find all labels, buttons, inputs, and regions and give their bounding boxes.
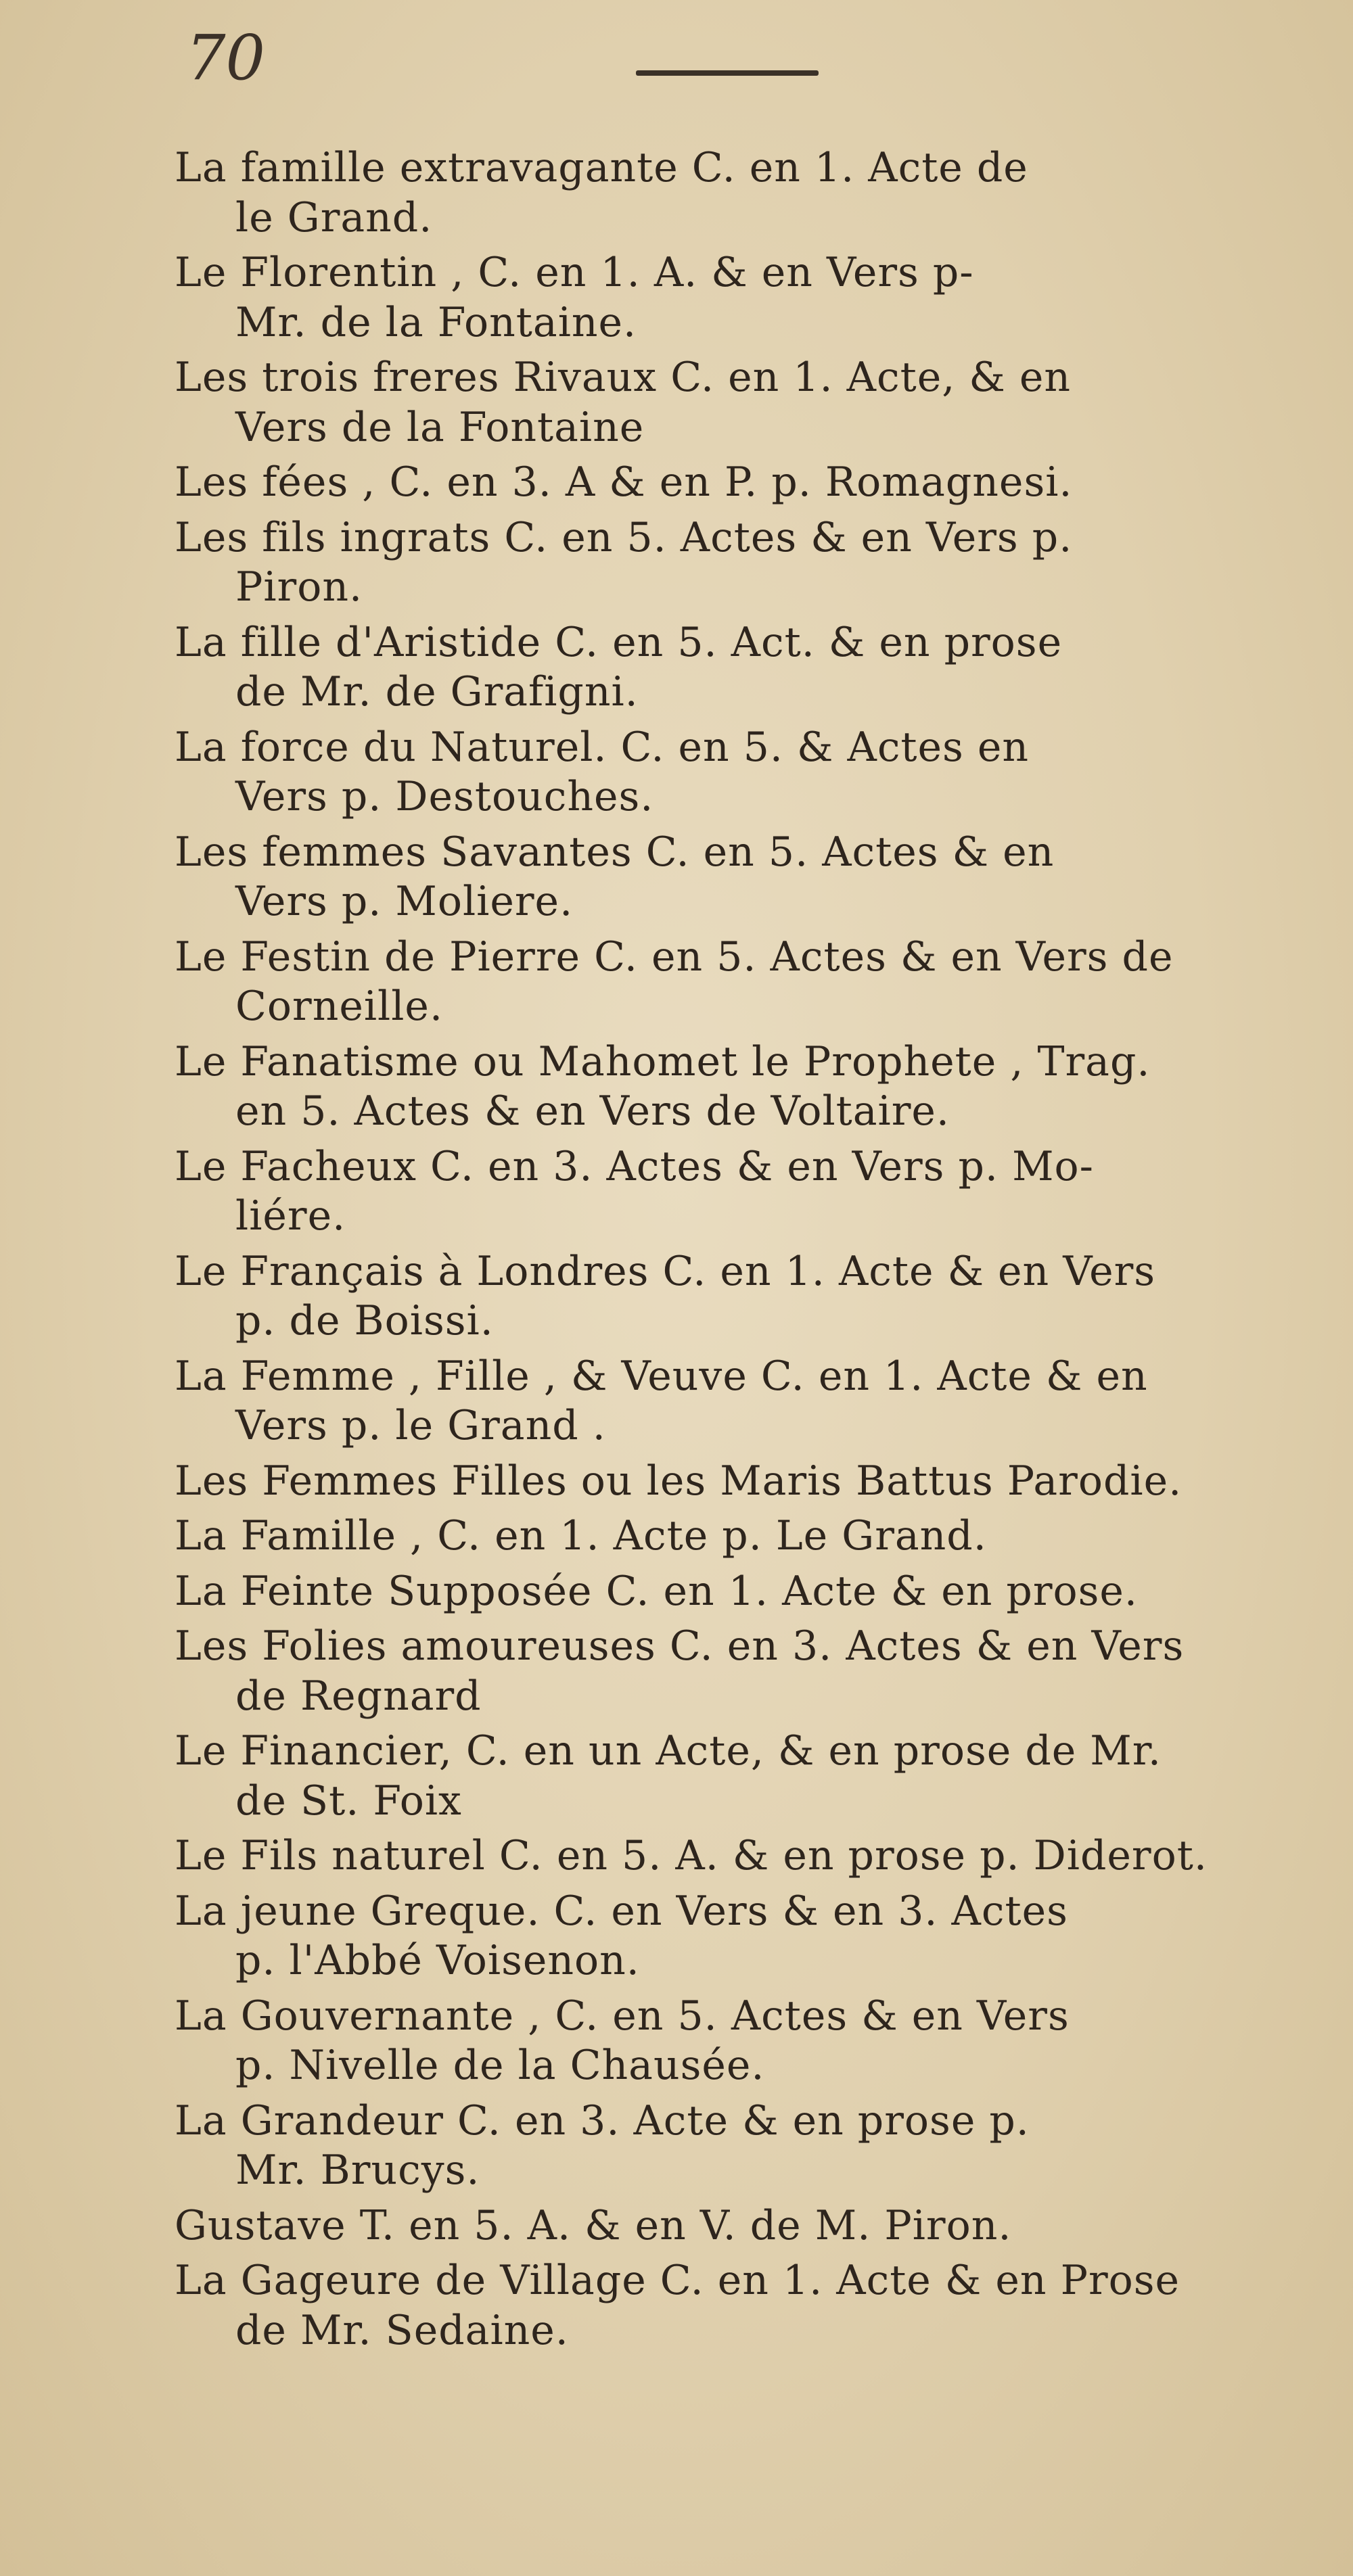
entry-continuation-line: Vers p. le Grand . — [235, 1402, 606, 1449]
entry-line: La famille extravagante C. en 1. Acte de — [175, 144, 1028, 191]
entry-line: La Gouvernante , C. en 5. Actes & en Vers — [175, 1992, 1070, 2040]
page-header — [0, 0, 1353, 135]
entry-line: La Famille , C. en 1. Acte p. Le Grand. — [175, 1512, 987, 1560]
play-entry — [175, 458, 1264, 508]
entry-continuation-line: en 5. Actes & en Vers de Voltaire. — [235, 1087, 950, 1135]
entry-line: Les trois freres Rivaux C. en 1. Acte, & en — [175, 354, 1072, 401]
entry-line: Les Folies amoureuses C. en 3. Actes & en Vers — [175, 1622, 1185, 1670]
entry-line: Les femmes Savantes C. en 5. Actes & en — [175, 828, 1055, 876]
play-entry — [175, 2097, 1264, 2196]
play-entry — [175, 1142, 1264, 1242]
entry-line: La fille d'Aristide C. en 5. Act. & en prose — [175, 618, 1063, 666]
entry-line: Les fées , C. en 3. A & en P. p. Romagnesi. — [175, 459, 1073, 506]
entry-continuation-line: de Mr. Sedaine. — [235, 2306, 569, 2354]
entry-continuation-line: Corneille. — [235, 983, 444, 1030]
entry-line: La jeune Greque. C. en Vers & en 3. Actes — [175, 1887, 1068, 1935]
entry-continuation-line: Piron. — [235, 563, 363, 611]
entry-line: La Gageure de Village C. en 1. Acte & en Prose — [175, 2257, 1180, 2304]
entry-continuation-line: le Grand. — [235, 193, 433, 241]
entry-line: La Feinte Supposée C. en 1. Acte & en prose. — [175, 1567, 1138, 1615]
entry-continuation-line: Mr. de la Fontaine. — [235, 298, 637, 346]
entry-line: Le Français à Londres C. en 1. Acte & en Vers — [175, 1247, 1156, 1295]
entry-continuation-line: p. Nivelle de la Chausée. — [235, 2042, 765, 2089]
entry-line: Le Financier, C. en un Acte, & en prose de Mr. — [175, 1727, 1162, 1775]
play-entry — [175, 248, 1264, 348]
play-entry — [175, 1567, 1264, 1617]
entry-continuation-line: de Mr. de Grafigni. — [235, 668, 639, 716]
play-entry — [175, 353, 1264, 452]
page-number: 70 — [186, 22, 266, 94]
entry-line: La Femme , Fille , & Veuve C. en 1. Acte & en — [175, 1352, 1148, 1400]
entry-line: Gustave T. en 5. A. & en V. de M. Piron. — [175, 2201, 1012, 2249]
entry-continuation-line: Vers de la Fontaine — [235, 403, 645, 451]
play-entry — [175, 1992, 1264, 2091]
play-entry — [175, 1887, 1264, 1986]
entry-continuation-line: Vers p. Moliere. — [235, 878, 574, 925]
entry-continuation-line: de Regnard — [235, 1672, 482, 1720]
entry-line: Le Festin de Pierre C. en 5. Actes & en Vers de — [175, 933, 1174, 981]
entry-line: Les Femmes Filles ou les Maris Battus Parodie. — [175, 1457, 1183, 1505]
entry-line: Le Fils naturel C. en 5. A. & en prose p. Diderot. — [175, 1832, 1208, 1879]
play-entry — [175, 1622, 1264, 1721]
play-entry — [175, 513, 1264, 613]
entry-line: La Grandeur C. en 3. Acte & en prose p. — [175, 2097, 1030, 2145]
entry-continuation-line: p. l'Abbé Voisenon. — [235, 1937, 640, 1984]
entry-continuation-line: liére. — [235, 1192, 346, 1240]
entry-continuation-line: Vers p. Destouches. — [235, 773, 654, 820]
entry-continuation-line: Mr. Brucys. — [235, 2147, 480, 2194]
play-entry — [175, 1512, 1264, 1562]
play-entry — [175, 2201, 1264, 2251]
entry-line: Le Florentin , C. en 1. A. & en Vers p- — [175, 249, 974, 296]
entry-line: Le Fanatisme ou Mahomet le Prophete , Trag. — [175, 1037, 1151, 1085]
play-entry — [175, 143, 1264, 243]
entry-line: La force du Naturel. C. en 5. & Actes en — [175, 723, 1030, 771]
play-entry — [175, 618, 1264, 718]
play-entry — [175, 1727, 1264, 1826]
play-entry — [175, 1247, 1264, 1346]
play-entry — [175, 828, 1264, 927]
play-entry — [175, 1457, 1264, 1507]
play-list — [175, 143, 1264, 2361]
play-entry — [175, 1352, 1264, 1451]
play-entry — [175, 1037, 1264, 1137]
entry-continuation-line: p. de Boissi. — [235, 1297, 494, 1344]
play-entry — [175, 1831, 1264, 1881]
entry-line: Les fils ingrats C. en 5. Actes & en Vers p. — [175, 513, 1073, 561]
play-entry — [175, 723, 1264, 822]
play-entry — [175, 933, 1264, 1032]
entry-continuation-line: de St. Foix — [235, 1777, 462, 1825]
header-rule — [636, 70, 819, 76]
entry-line: Le Facheux C. en 3. Actes & en Vers p. Mo- — [175, 1142, 1094, 1190]
play-entry — [175, 2256, 1264, 2356]
